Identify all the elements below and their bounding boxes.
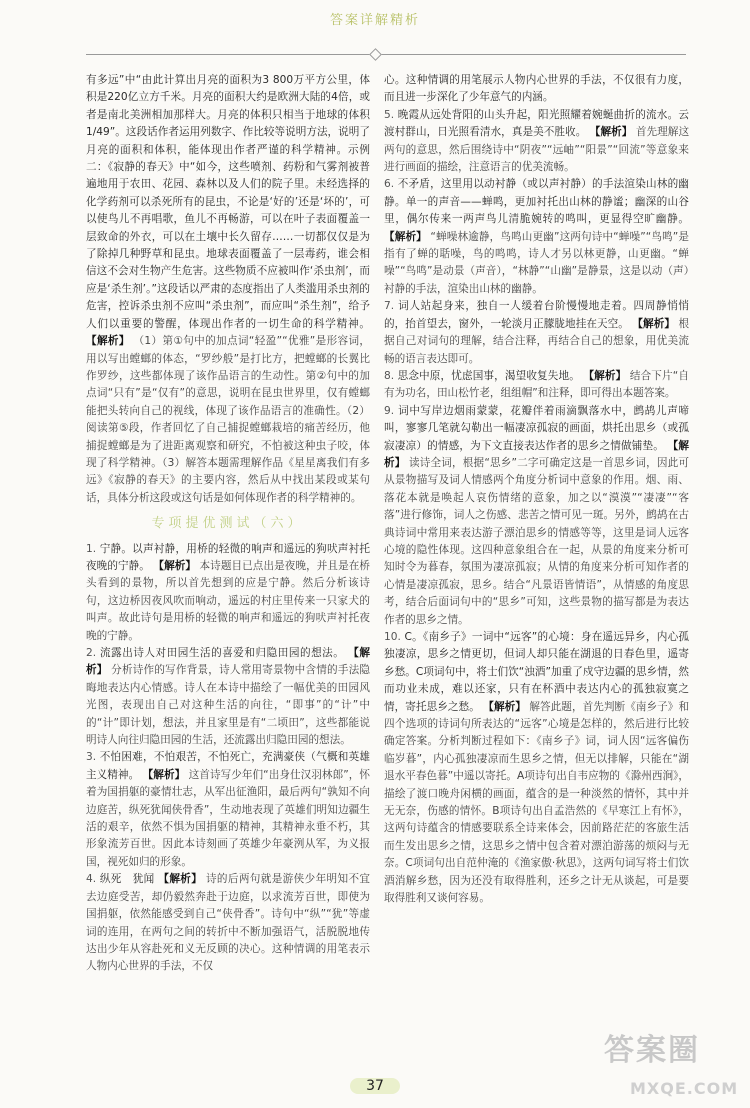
item-number: 1. xyxy=(86,542,97,555)
page-number: 37 xyxy=(366,1078,384,1094)
answer-text: 流露出诗人对田园生活的喜爱和归隐田园的想法。 xyxy=(100,647,345,659)
analysis-tag: 【解析】 xyxy=(158,873,203,886)
right-column xyxy=(384,72,689,908)
analysis-text: （1）第①句中的加点词“轻盈”“优雅”是形容词，用以写出螳螂的体态，“罗纱般”是打比方，把螳螂的长翼比作罗纱，这些都体现了该作品语言的生动性。第②句中的加点词“只有”是“仅有”的意思，说明在昆虫世界里，仅有螳螂能把头转向自己的视线，体现了该作品语言的准确性。（2）阅读第⑤段，作者回忆了自己捕捉螳螂栽培的痛苦经历，他捕捉螳螂是为了进距离观察和研究，不怕被这种虫子咬，体现了科学精神。（3）解答本题需理解作品《星星离我们有多远》《寂静的春天》的主要内容，然后从中找出某段或某句话，具体分析这段或这句话是如何体现作者的科学精神的。 xyxy=(86,335,370,504)
analysis-tag: 【解析】 xyxy=(483,700,526,713)
header-title: 答案详解精析 xyxy=(329,13,420,28)
answer-text: 纵死 犹闻 xyxy=(99,873,155,886)
answer-item-3 xyxy=(86,749,370,871)
answer-text: 不矛盾，这里用以动衬静（或以声衬静）的手法渲染山林的幽静。单一的声音——蝉鸣，更加衬托出山林的静谧；幽深的山谷里，偶尔传来一两声鸟儿清脆婉转的鸣叫，更显得空旷幽静。 xyxy=(384,178,689,226)
answer-text: 宁静。以声衬静，用桥的轻微的响声和遥远的狗吠声衬托夜晚的宁静。 xyxy=(86,542,371,572)
answer-text: 思念中原，忧虑国事，渴望收复失地。 xyxy=(397,369,580,382)
answer-item-8 xyxy=(384,368,689,403)
analysis-text: 诗的后两句就是游侠少年明知不宜去边庭受苦，却仍毅然奔赴于边庭，以求流芳百世，即使为国捐躯，依然能感受到自己“侠骨香”。诗句中“纵”“犹”等虚词的连用，在两句之间的转折中不断加强语气，活脱脱地传达出少年从容赴死和义无反顾的决心。这种情调的用笔表示人物内心世界的手法，不仅 xyxy=(86,873,370,973)
answer-text: 有多远”中“由此计算出月亮的面积为3 800万平方公里，体积是220亿立方千米。月亮的面积大约是欧洲大陆的4倍，或者是南北美洲相加那样大。月亮的体积只相当于地球的体积1/49”。这段话作者运用列数字、作比较等说明方法，说明了月亮的面积和体积，能体现出作者严谨的科学精神。示例二：《寂静的春天》中“如今，这些喷剂、药粉和气雾剂被普遍地用于农田、花园、森林以及人们的院子里。未经选择的化学药剂可以杀死所有的昆虫，不论是‘好的’还是‘坏的’，可以使鸟儿不再唱歌，鱼儿不再畅游，可以在叶子表面覆盖一层致命的外衣，可以在土壤中长久留存……一切都仅仅是为了除掉几种野草和昆虫。地球表面覆盖了一层毒药，谁会相信这不会对生物产生危害。这些物质不应被叫作‘杀虫剂’，而应是‘杀生剂’。”这段话以严肃的态度指出了人类滥用杀虫剂的危害，控诉杀虫剂不应叫“杀虫剂”，而应叫“杀生剂”，给予人们以重要的警醒，体现出作者的一切生命的科学精神。 xyxy=(86,74,370,330)
analysis-text: 分析诗作的写作背景，诗人常用寄景物中含情的手法隐晦地表达内心情感。诗人在本诗中描绘了一幅优美的田园风光图，表现出自己对这种生活的向往，“即事”的“计”中的“计”即计划，想法，并且家里是有“二顷田”，这些都能说明诗人向往归隐田园的生活，还流露出归隐田园的想法。 xyxy=(86,664,371,747)
watermark-logo xyxy=(600,1033,740,1102)
answer-item-4 xyxy=(86,871,370,975)
analysis-tag: 【解析】 xyxy=(384,439,689,469)
analysis-text: 首先理解这两句的意思，然后围绕诗中“阴夜”“远岫”“阳景”“回流”等意象来进行画面的描绘，注意语言的优美流畅。 xyxy=(384,126,690,174)
section-heading: 专项提优测试（六） xyxy=(151,516,305,532)
item-number: 4. xyxy=(86,873,97,886)
analysis-text: 结合下片“自有为功名，田山松竹老，组组帽”和注释，即可得出本题答案。 xyxy=(384,369,689,400)
left-column xyxy=(86,72,370,976)
analysis-text: 这首诗写少年们“出身仕汉羽林郎”，怀着为国捐躯的豪情壮志，从军出征渔阳，最后两句“孰知不向边庭苦，纵死犹闻侠骨香”，生动地表现了英雄们明知边疆生活的艰辛，依然不惧为国捐躯的精神，其精神永垂不朽，其形象流芳百世。因此本诗刻画了英雄少年豪洌从军，为义报国，视死如归的形象。 xyxy=(86,768,370,868)
answer-item-6 xyxy=(384,176,689,298)
answer-item-10 xyxy=(384,629,689,908)
analysis-text: 根据自己对词句的理解，结合注释，再结合自己的想象，用优美流畅的语言表达即可。 xyxy=(384,317,690,365)
analysis-tag: 【解析】 xyxy=(632,317,675,330)
item-number: 3. xyxy=(86,751,97,764)
analysis-text: “蝉噪林逾静，鸟鸣山更幽”这两句诗中“蝉噪”“鸟鸣”是指有了蝉的聒噪，鸟的鸣鸣，诗人才另以林更静，山更幽。“蝉噪”“鸟鸣”是动景（声音），“林静”“山幽”是静景，这是以动（声）衬静的手法，渲染出山林的幽静。 xyxy=(384,230,689,295)
item-number: 7. xyxy=(384,300,395,313)
header-rule xyxy=(86,54,686,55)
analysis-tag: 【解析】 xyxy=(583,369,627,382)
page-header xyxy=(0,10,750,50)
answer-item-2 xyxy=(86,645,370,749)
answer-text: 不怕困难，不怕艰苦，不怕死亡，充满豪侠（气概和英雄主义精神。 xyxy=(86,751,371,781)
answer-item-7 xyxy=(384,298,689,368)
header-diamond-ornament xyxy=(369,48,382,61)
item-number: 10. xyxy=(384,631,401,643)
analysis-tag: 【解析】 xyxy=(86,335,130,348)
answer-item-5 xyxy=(384,107,689,177)
item-number: 8. xyxy=(384,369,395,382)
analysis-text: 读诗全词，根据“思乡”二字可确定这是一首思乡词，因此可从景物描写及词人情感两个角度分析词中意象的作用。烟、雨、落花本就是唤起人哀伤情绪的意象，加之以“漠漠”“凄凄”“客落”进行修饰，词人之伤感、悲苦之情可见一斑。另外，鹧鸪在古典诗词中常用来表达游子漂泊思乡的情感等等，这里是词人远客心境的隐性体现。这四种意象组合在一起，从景的角度来分析可知时令为暮春，氛围为凄凉孤寂；从情的角度来分析可知作者的心情是凄凉孤寂，思乡。结合“凡景语皆情语”，从情感的角度思考，结合后面词句中的“思乡”可知，这些景物的描写都是为表达作者的思乡之情。 xyxy=(384,456,689,626)
answer-paragraph xyxy=(86,72,370,507)
item-number: 6. xyxy=(384,178,395,191)
answer-text: 词中写岸边烟雨蒙蒙，花瓣伴着雨滴飘落水中，鹧鸪儿声啼叫，寥寥几笔就勾勒出一幅凄凉孤寂的画面，烘托出思乡（或孤寂凄凉）的情感，为下文直接表达作者的思乡之情做铺垫。 xyxy=(384,404,690,452)
analysis-tag: 【解析】 xyxy=(153,559,197,572)
analysis-text: 解答此题，首先判断《南乡子》和四个选项的诗词句所表达的“远客”心境是怎样的，然后进行比较确定答案。分析判断过程如下：《南乡子》词，词人因“远客偏伤临岁暮”，内心孤独凄凉而生思乡之情，但无以排解，只能在“湖退水平春色暮”中遥以寄托。A项诗句出自韦应物的《滁州西涧》，描绘了渡口晚舟闲横的画面，蕴含的是一种淡然的情怀，其中并无无奈，伤感的情怀。B项诗句出自孟浩然的《早寒江上有怀》，这两句诗蕴含的情感要联系全诗来体会，因前路茫茫的客旅生活而生发出思乡之情，这思乡之情中包含着对漂泊游荡的烦闷与无奈。C项词句出自范仲淹的《渔家傲·秋思》，这两句词写将士们饮酒消解乡愁，因为还没有取得胜利，还乡之计无从谈起，可是要取得胜利又谈何容易。 xyxy=(384,700,690,905)
analysis-tag: 【解析】 xyxy=(384,230,427,243)
answer-item-9 xyxy=(384,403,689,629)
watermark-text: 答案圈 xyxy=(604,1033,700,1068)
analysis-text: 本诗题目已点出是夜晚，并且是在桥头看到的景物，所以首先想到的应是宁静。然后分析该诗句，这边桥因夜风吹而响动，遥远的村庄里传来一只家犬的叫声。故此诗句是用桥的轻微的响声和遥远的狗吠声衬托夜晚的宁静。 xyxy=(86,559,371,642)
answer-text: 词人站起身来，独自一人缓着台阶慢慢地走着。四周静悄悄的，抬首望去，窗外，一轮淡月正朦胧地挂在天空。 xyxy=(384,300,690,330)
answer-text: C。《南乡子》一词中“远客”的心境：身在遥远异乡，内心孤独凄凉，思乡之情更切，但词人却只能在湖退的日春色里，遥寄乡愁。C项词句中，将士们饮“浊酒”加重了戍守边疆的思乡情，然而功业未成，难以还家，只有在杯酒中表达内心的孤独寂寞之情，寄托思乡之愁。 xyxy=(384,631,689,713)
watermark-url: MXQE.COM xyxy=(630,1079,739,1098)
analysis-tag: 【解析】 xyxy=(86,647,370,677)
answer-text: 心。这种情调的用笔展示人物内心世界的手法，不仅很有力度，而且进一步深化了少年意气的内涵。 xyxy=(384,74,689,104)
item-number: 9. xyxy=(384,404,395,417)
item-number: 5. xyxy=(384,108,395,121)
analysis-tag: 【解析】 xyxy=(142,768,186,781)
analysis-tag: 【解析】 xyxy=(589,126,633,139)
answer-continuation xyxy=(384,72,689,107)
item-number: 2. xyxy=(86,647,97,659)
answer-item-1 xyxy=(86,541,370,645)
answer-text: 晚霞从远处背阳的山头升起，阳光照耀着婉蜒曲折的流水。云渡村群山，日光照看清水，真是美不胜收。 xyxy=(384,108,689,139)
